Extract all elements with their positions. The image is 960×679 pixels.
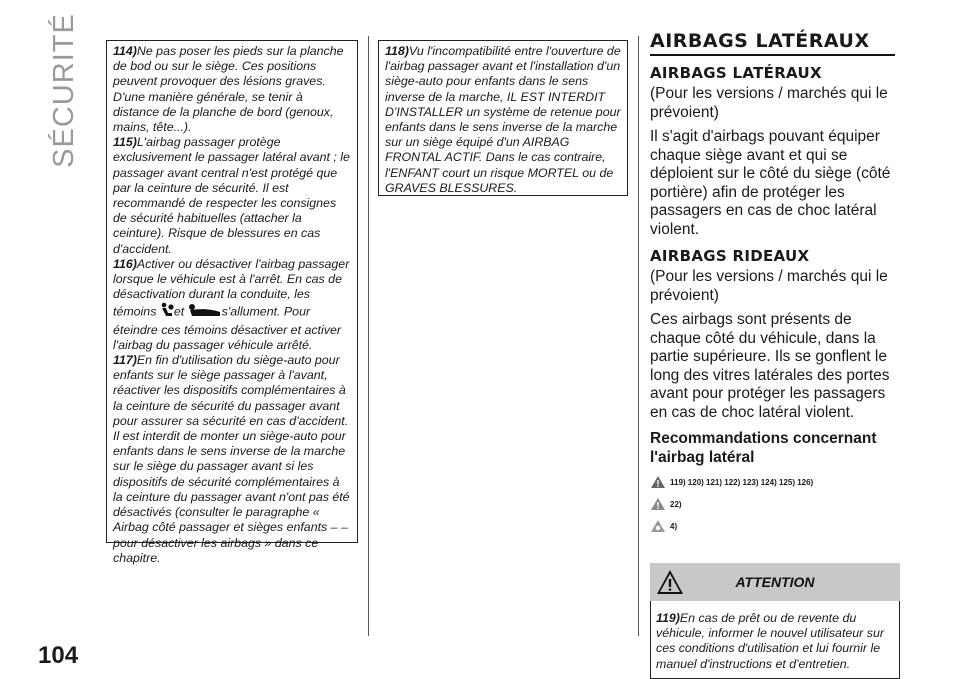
airbag-passenger-warning-icon	[160, 302, 174, 322]
note-115: 115)L'airbag passager protège exclusivement le passager latéral avant ; le passager avant central n'est protégé que par la ceinture de sécurité. Il est recommandé de respecter les consignes de sécurité habituelles (attacher la ceinture). Risque de blessures en cas d'accident.	[113, 135, 350, 256]
recommendations-heading: Recommandations concernant l'airbag latéral	[650, 430, 877, 466]
note-114: 114)Ne pas poser les pieds sur la planche de bod ou sur le siège. Ces positions peuvent provoquer des lésions graves. D'une manière générale, se tenir à distance de la planche de bord (genoux, mains, tête...).	[113, 44, 344, 135]
warning-box-middle	[378, 40, 628, 196]
warning-box-left	[106, 40, 358, 565]
curtain-airbags-description: Ces airbags sont présents de chaque côté du véhicule, dans la partie supérieure. Ils se gonflent le long des vitres latérales des portes avant pour protéger les passagers en cas de choc latéral violent.	[650, 311, 890, 421]
attention-body	[650, 601, 900, 679]
column-divider-left	[368, 36, 369, 636]
environment-triangle-icon	[650, 519, 666, 533]
warning-triangle-icon	[650, 475, 666, 489]
section-title: AIRBAGS LATÉRAUX	[650, 30, 895, 56]
right-column	[650, 30, 900, 679]
warning-reference-row: 119) 120) 121) 122) 123) 124) 125) 126)	[650, 475, 900, 489]
note-117: 117)En fin d'utilisation du siège-auto pour enfants sur le siège passager à l'avant, réactiver les dispositifs complémentaires à la ceinture de sécurité du passager avant pour assurer sa sécurité en cas d'accident. Il est interdit de monter un siège-auto pour enfants dans le sens inverse de la marche sur le siège du passager avant si les dispositifs de sécurité complémentaires à la ceinture du passager avant n'ont pas été désactivés (consulter le paragraphe « Airbag côté passager et sièges enfants – –pour désactiver les airbags » dans ce chapitre.	[113, 353, 350, 565]
side-airbags-description: Il s'agit d'airbags pouvant équiper chaque siège avant et qui se déploient sur le côté du siège (côté portière) afin de protéger les passagers en cas de choc latéral violent.	[650, 128, 891, 238]
attention-warning-icon	[656, 569, 684, 598]
note-119: 119)En cas de prêt ou de revente du véhicule, informer le nouvel utilisateur sur ces conditions d'utilisation et lui fournir le manuel d'instructions et d'entretien.	[656, 611, 884, 671]
column-divider-right	[638, 36, 639, 636]
caution-reference-row: 22)	[650, 497, 900, 511]
caution-triangle-icon	[650, 497, 666, 511]
curtain-airbags-availability: (Pour les versions / marchés qui le prévoient)	[650, 268, 888, 304]
note-116: 116)Activer ou désactiver l'airbag passager lorsque le véhicule est à l'arrêt. En cas de désactivation durant la conduite, les témoins et s'allument. Pour éteindre ces témoins désactiver et activer l'airbag du passager véhicule arrêté.	[113, 256, 350, 352]
curtain-airbags-heading: AIRBAGS RIDEAUX	[650, 247, 810, 265]
environment-reference-row: 4)	[650, 519, 900, 533]
airbag-off-warning-icon	[188, 303, 222, 321]
section-side-label: SÉCURITÉ	[47, 12, 80, 168]
side-airbags-heading: AIRBAGS LATÉRAUX	[650, 64, 822, 82]
side-airbags-availability: (Pour les versions / marchés qui le prévoient)	[650, 85, 888, 121]
page-number: 104	[38, 642, 79, 669]
attention-box	[650, 563, 900, 679]
attention-header: ATTENTION	[650, 563, 900, 601]
note-118: 118)Vu l'incompatibilité entre l'ouverture de l'airbag passager avant et l'installation d'un siège-auto pour enfants dans le sens inverse de la marche, IL EST INTERDIT D'INSTALLER un système de retenue pour enfants dans le sens inverse de la marche sur un siège équipé d'un AIRBAG FRONTAL ACTIF. Dans le cas contraire, l'ENFANT court un risque MORTEL ou de GRAVES BLESSURES.	[385, 44, 621, 195]
